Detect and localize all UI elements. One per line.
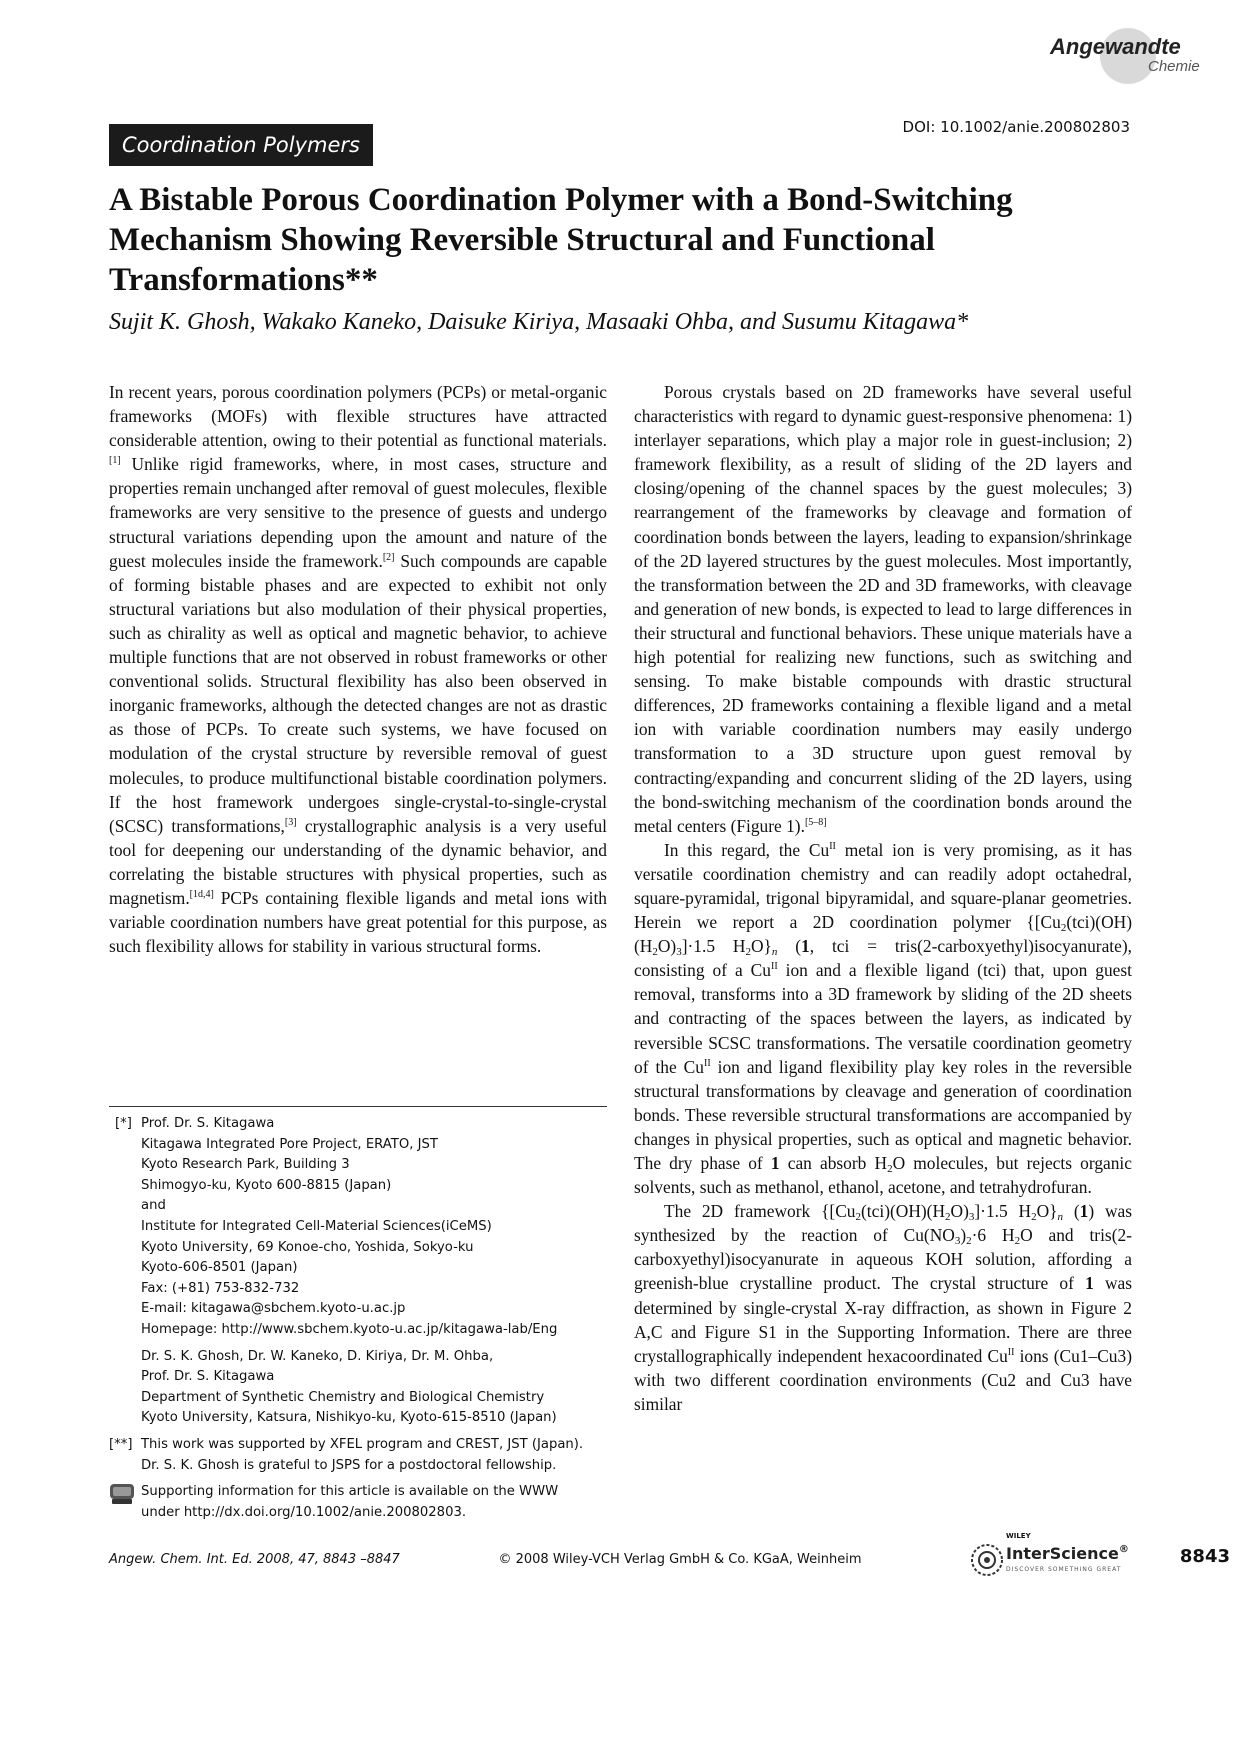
footnote-line: Kyoto-606-8501 (Japan): [141, 1260, 298, 1276]
acknowledgement-footnote: [109, 1435, 629, 1476]
compound-label: 1: [1085, 1273, 1094, 1294]
footnote-line: Institute for Integrated Cell-Material Sciences(iCeMS): [141, 1218, 492, 1234]
journal-logo-subtitle: Chemie: [1148, 58, 1200, 75]
supporting-info-link[interactable]: under http://dx.doi.org/10.1002/anie.200802803.: [141, 1504, 467, 1520]
footnote-line: Dr. S. K. Ghosh, Dr. W. Kaneko, D. Kiriya, Dr. M. Ohba,: [141, 1348, 494, 1364]
compound-label: 1: [770, 1153, 780, 1173]
compound-label: 1: [1079, 1201, 1089, 1222]
right-paragraph-1: Porous crystals based on 2D frameworks have several useful characteristics with regard to dynamic guest-responsive phenomena: 1) interlayer separations, which play a major role in guest-inclusion; 2) framework flexibility, as a result of sliding of the 2D layers and closing/opening of the channel spaces by the guest molecules; 3) rearrangement of the frameworks by cleavage and formation of coordination bonds between the layers, leading to expansion/shrinkage of the 2D layered structures by the guest molecules. Most importantly, the transformation between the 2D and 3D frameworks, with cleavage and generation of new bonds, is expected to lead to large differences in their structural and functional behaviors. These unique materials have a high potential for realizing new functions, such as switching and sensing. To make bistable compounds with drastic structural differences, 2D frameworks containing a flexible ligand and a metal ion with variable coordination numbers may easily undergo transformation to a 3D structure upon guest removal by contracting/expanding and concurrent sliding of the 2D layers, using the bond-switching mechanism of the coordination bonds around the metal centers (Figure 1).[5–8]: [634, 382, 1132, 836]
right-paragraph-2: In this regard, the $Cu^{II}$ metal ion is very promising, as it has versatile coordination chemistry and can readily adopt octahedral, square-pyramidal, trigonal bipyramidal, and square-planar geometries. Herein we report a 2D coordination polymer {$[Cu_2(tci)(OH)(H_2O)_3]\cdot 1.5$ $H_2O\}_n$ (1, tci = tris(2-carboxyethyl)isocyanurate), consisting of a $Cu^{II}$ ion and a flexible ligand (tci) that, upon guest removal, transforms into a 3D framework by sliding of the 2D sheets and contracting of the spaces between the layers, as indicated by reversible SCSC transformations. The versatile coordination geometry of the $Cu^{II}$ ion and ligand flexibility play key roles in the reversible structural transformations by cleavage and generation of coordination bonds. These reversible structural transformations are accompanied by changes in physical properties, such as optical and magnetic behavior. The dry phase of 1 can absorb $H_2O$ molecules, but rejects organic solvents, such as methanol, ethanol, acetone, and tetrahydrofuran.: [634, 839, 1132, 1198]
citation-ref[interactable]: [3]: [284, 816, 297, 828]
journal-logo-title: Angewandte: [1050, 34, 1181, 59]
page-number: 8843: [1179, 1546, 1230, 1567]
left-column: [109, 380, 607, 958]
section-badge: Coordination Polymers: [109, 124, 373, 166]
footnote-line: Dr. S. K. Ghosh is grateful to JSPS for a postdoctoral fellowship.: [141, 1457, 557, 1473]
correspondence-footnote: [109, 1114, 629, 1429]
footnote-line: Department of Synthetic Chemistry and Biological Chemistry: [141, 1389, 545, 1405]
footnote-line: and: [141, 1198, 166, 1214]
right-paragraph-3: The 2D framework {$[Cu_2(tci)(OH)(H_2O)_3]\cdot 1.5$ $H_2O\}_n$ (1) was synthesized by the reaction of $Cu(NO_3)_2\cdot 6$ $H_2O$ and tris(2-carboxyethyl)isocyanurate in aqueous KOH solution, affording a greenish-blue crystalline product. The crystal structure of 1 was determined by single-crystal X-ray diffraction, as shown in Figure 2 A,C and Figure S1 in the Supporting Information. There are three crystallographically independent hexacoordinated $Cu^{II}$ ions (Cu1–Cu3) with two different coordination environments (Cu2 and Cu3 have similar: [634, 1201, 1133, 1414]
footnote-divider: [109, 1106, 607, 1107]
footnote-line: Fax: (+81) 753-832-732: [141, 1280, 300, 1296]
compound-label: 1: [801, 936, 810, 957]
article-title: A Bistable Porous Coordination Polymer with a Bond-Switching Mechanism Showing Reversible Structural and Functional Transformations**: [109, 182, 1013, 298]
footnote-mark: [*]: [115, 1116, 132, 1131]
footnote-line: Prof. Dr. S. Kitagawa: [141, 1369, 275, 1385]
wiley-small-label: WILEY: [1006, 1532, 1031, 1540]
copyright: © 2008 Wiley-VCH Verlag GmbH & Co. KGaA, Weinheim: [498, 1552, 862, 1567]
citation-ref[interactable]: [5–8]: [804, 816, 827, 828]
supporting-info-footnote: [109, 1482, 629, 1523]
footnote-line: Supporting information for this article is available on the WWW: [141, 1484, 559, 1500]
citation-ref[interactable]: [1]: [109, 455, 121, 467]
footnote-line: This work was supported by XFEL program and CREST, JST (Japan).: [141, 1436, 584, 1452]
email-link[interactable]: E-mail: kitagawa@sbchem.kyoto-u.ac.jp: [141, 1301, 406, 1317]
journal-citation: Angew. Chem. Int. Ed. 2008, 47, 8843 –8847: [109, 1552, 400, 1567]
doi[interactable]: DOI: 10.1002/anie.200802803: [902, 118, 1130, 136]
footnote-line: Kyoto University, Katsura, Nishikyo-ku, Kyoto-615-8510 (Japan): [141, 1410, 557, 1426]
footnote-mark: [**]: [109, 1436, 133, 1452]
left-paragraph-1: In recent years, porous coordination polymers (PCPs) or metal-organic frameworks (MOFs) with flexible structures have attracted considerable attention, owing to their potential as functional materials.[1] Unlike rigid frameworks, where, in most cases, structure and properties remain unchanged after removal of guest molecules, flexible frameworks are very sensitive to the presence of guests and undergo structural variations depending upon the amount and nature of the guest molecules inside the framework.[2] Such compounds are capable of forming bistable phases and are expected to exhibit not only structural variations but also modulation of their physical properties, such as chirality as well as optical and magnetic behavior, to achieve multiple functions that are not observed in robust frameworks or other conventional solids. Structural flexibility has also been observed in inorganic frameworks, although the detected changes are not as drastic as those of PCPs. To create such systems, we have focused on modulation of the crystal structure by reversible removal of guest molecules, to produce multifunctional bistable coordination polymers. If the host framework undergoes single-crystal-to-single-crystal (SCSC) transformations,[3] crystallographic analysis is a very useful tool for deepening our understanding of the dynamic behavior, and correlating the bistable structures with physical properties, such as magnetism.[1d,4] PCPs containing flexible ligands and metal ions with variable coordination numbers have great potential for this purpose, as such flexibility allows for stability in various structural forms.: [109, 382, 608, 957]
footnote-line: Shimogyo-ku, Kyoto 600-8815 (Japan): [141, 1177, 392, 1193]
interscience-tagline: DISCOVER SOMETHING GREAT: [1006, 1566, 1122, 1573]
footnote-line: Kitagawa Integrated Pore Project, ERATO, JST: [141, 1136, 438, 1152]
footnote-line: Kyoto Research Park, Building 3: [141, 1157, 350, 1173]
interscience-name: InterScience®: [1006, 1544, 1129, 1563]
right-column: [634, 380, 1132, 1416]
citation-ref[interactable]: [1d,4]: [189, 888, 214, 900]
footnote-line: Prof. Dr. S. Kitagawa: [141, 1116, 275, 1131]
footnotes: [109, 1114, 629, 1523]
footnote-line: Kyoto University, 69 Konoe-cho, Yoshida, Sokyo-ku: [141, 1239, 474, 1255]
citation-ref[interactable]: [2]: [382, 551, 395, 563]
supporting-info-icon: [109, 1483, 135, 1505]
article-authors: Sujit K. Ghosh, Wakako Kaneko, Daisuke Kiriya, Masaaki Ohba, and Susumu Kitagawa*: [109, 309, 969, 335]
homepage-link[interactable]: Homepage: http://www.sbchem.kyoto-u.ac.jp/kitagawa-lab/Eng: [141, 1321, 558, 1337]
